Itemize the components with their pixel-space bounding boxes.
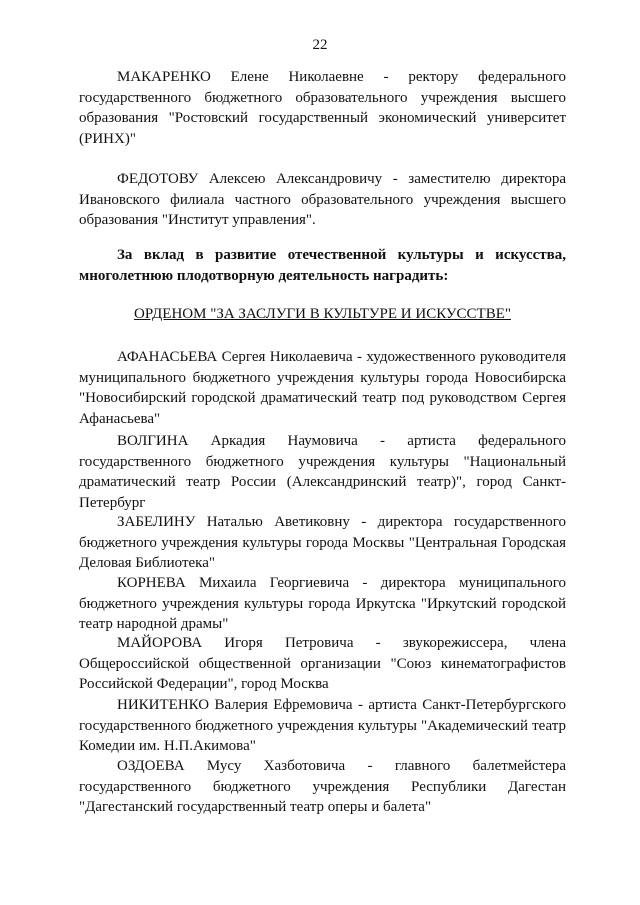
- awardee-paragraph: МАКАРЕНКО Елене Николаевне - ректору федерального государственного бюджетного образовательного учреждения высшего образования "Ростовский государственный экономический университет (РИНХ)": [79, 69, 566, 147]
- order-title: ОРДЕНОМ "ЗА ЗАСЛУГИ В КУЛЬТУРЕ И ИСКУССТВЕ": [134, 306, 511, 322]
- awardee-paragraph: ЗАБЕЛИНУ Наталью Аветиковну - директора государственного бюджетного учреждения культуры города Москвы "Центральная Городская Деловая Библиотека": [79, 514, 566, 571]
- awardee-paragraph: ОЗДОЕВА Мусу Хазботовича - главного балетмейстера государственного бюджетного учреждения Республики Дагестан "Дагестанский государственный театр оперы и балета": [79, 758, 566, 815]
- awardee-paragraph: ФЕДОТОВУ Алексею Александровичу - заместителю директора Ивановского филиала частного образовательного учреждения высшего образования "Институт управления".: [79, 171, 566, 228]
- awardee-paragraph: ВОЛГИНА Аркадия Наумовича - артиста федерального государственного бюджетного учреждения культуры "Национальный драматический театр России (Александринский театр)", город Санкт-Петербург: [79, 433, 566, 511]
- awardee-paragraph: МАЙОРОВА Игоря Петровича - звукорежиссера, члена Общероссийской общественной организации "Союз кинематографистов Российской Федерации", город Москва: [79, 635, 566, 692]
- awardee-zabelina: [79, 512, 566, 574]
- awardee-volgin: [79, 431, 566, 513]
- section-heading: За вклад в развитие отечественной культуры и искусства, многолетнюю плодотворную деятельность наградить:: [79, 247, 566, 284]
- section-heading-block: [79, 245, 566, 286]
- awardee-kornev: [79, 573, 566, 635]
- order-title-block: [79, 304, 566, 325]
- page-number: 22: [312, 37, 328, 53]
- intro-awardee: [79, 67, 566, 149]
- awardee-mayorov: [79, 633, 566, 695]
- awardee-afanasyev: [79, 347, 566, 429]
- awardee-paragraph: КОРНЕВА Михаила Георгиевича - директора муниципального бюджетного учреждения культуры города Иркутска "Иркутский городской театр народной драмы": [79, 575, 566, 632]
- awardee-paragraph: АФАНАСЬЕВА Сергея Николаевича - художественного руководителя муниципального бюджетного учреждения культуры города Новосибирска "Новосибирский городской драматический театр под руководством Сергея Афанасьева": [79, 349, 566, 427]
- awardee-nikitenko: [79, 695, 566, 757]
- awardee-ozdoev: [79, 756, 566, 818]
- awardee-paragraph: НИКИТЕНКО Валерия Ефремовича - артиста Санкт-Петербургского государственного бюджетного учреждения культуры "Академический театр Комедии им. Н.П.Акимова": [79, 697, 566, 754]
- intro-awardee: [79, 169, 566, 231]
